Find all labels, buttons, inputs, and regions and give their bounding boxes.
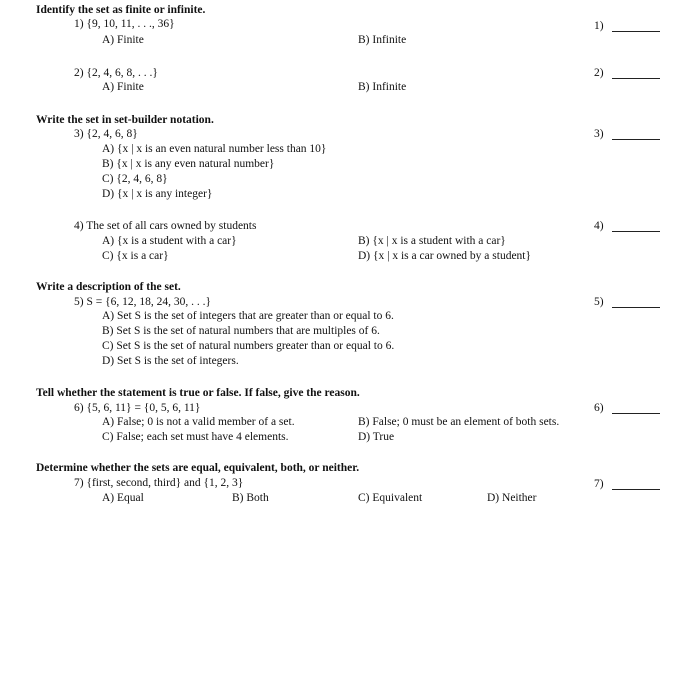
section-heading-description: Write a description of the set. [36,281,181,293]
question-4-option-a[interactable]: A) {x is a student with a car} [102,235,237,247]
question-7-option-d[interactable]: D) Neither [487,492,537,504]
section-heading-finite-infinite: Identify the set as finite or infinite. [36,4,206,16]
question-2-option-b[interactable]: B) Infinite [358,81,407,93]
question-1-option-a[interactable]: A) Finite [102,34,144,46]
answer-label-7: 7) [594,478,604,490]
section-heading-true-false: Tell whether the statement is true or false. If false, give the reason. [36,387,360,399]
answer-blank-3[interactable] [612,139,660,140]
question-6-prompt: 6) {5, 6, 11} = {0, 5, 6, 11} [74,402,201,414]
answer-label-2: 2) [594,67,604,79]
question-6-option-d[interactable]: D) True [358,431,395,443]
question-7-option-c[interactable]: C) Equivalent [358,492,423,504]
question-5-option-b[interactable]: B) Set S is the set of natural numbers that are multiples of 6. [102,325,380,337]
answer-blank-4[interactable] [612,231,660,232]
question-6-option-c[interactable]: C) False; each set must have 4 elements. [102,431,289,443]
question-1-prompt: 1) {9, 10, 11, . . ., 36} [74,18,175,30]
section-heading-equal-equivalent: Determine whether the sets are equal, equivalent, both, or neither. [36,462,360,474]
answer-label-3: 3) [594,128,604,140]
question-7-option-a[interactable]: A) Equal [102,492,144,504]
question-3-option-c[interactable]: C) {2, 4, 6, 8} [102,173,168,185]
question-6-option-a[interactable]: A) False; 0 is not a valid member of a set. [102,416,295,428]
question-4-option-b[interactable]: B) {x | x is a student with a car} [358,235,506,247]
question-3-option-a[interactable]: A) {x | x is an even natural number less than 10} [102,143,327,155]
answer-label-1: 1) [594,20,604,32]
answer-blank-6[interactable] [612,413,660,414]
question-4-prompt: 4) The set of all cars owned by students [74,220,257,232]
question-5-option-a[interactable]: A) Set S is the set of integers that are greater than or equal to 6. [102,310,394,322]
question-3-option-b[interactable]: B) {x | x is any even natural number} [102,158,275,170]
question-4-option-c[interactable]: C) {x is a car} [102,250,169,262]
question-2-option-a[interactable]: A) Finite [102,81,144,93]
answer-blank-2[interactable] [612,78,660,79]
question-6-option-b[interactable]: B) False; 0 must be an element of both sets. [358,416,560,428]
answer-blank-5[interactable] [612,307,660,308]
section-heading-set-builder: Write the set in set-builder notation. [36,114,214,126]
question-5-option-d[interactable]: D) Set S is the set of integers. [102,355,239,367]
question-3-option-d[interactable]: D) {x | x is any integer} [102,188,213,200]
answer-blank-7[interactable] [612,489,660,490]
question-2-prompt: 2) {2, 4, 6, 8, . . .} [74,67,158,79]
question-5-option-c[interactable]: C) Set S is the set of natural numbers greater than or equal to 6. [102,340,395,352]
answer-label-5: 5) [594,296,604,308]
question-5-prompt: 5) S = {6, 12, 18, 24, 30, . . .} [74,296,212,308]
question-7-option-b[interactable]: B) Both [232,492,269,504]
question-1-option-b[interactable]: B) Infinite [358,34,407,46]
answer-blank-1[interactable] [612,31,660,32]
question-3-prompt: 3) {2, 4, 6, 8} [74,128,138,140]
answer-label-4: 4) [594,220,604,232]
question-4-option-d[interactable]: D) {x | x is a car owned by a student} [358,250,532,262]
question-7-prompt: 7) {first, second, third} and {1, 2, 3} [74,477,244,489]
answer-label-6: 6) [594,402,604,414]
